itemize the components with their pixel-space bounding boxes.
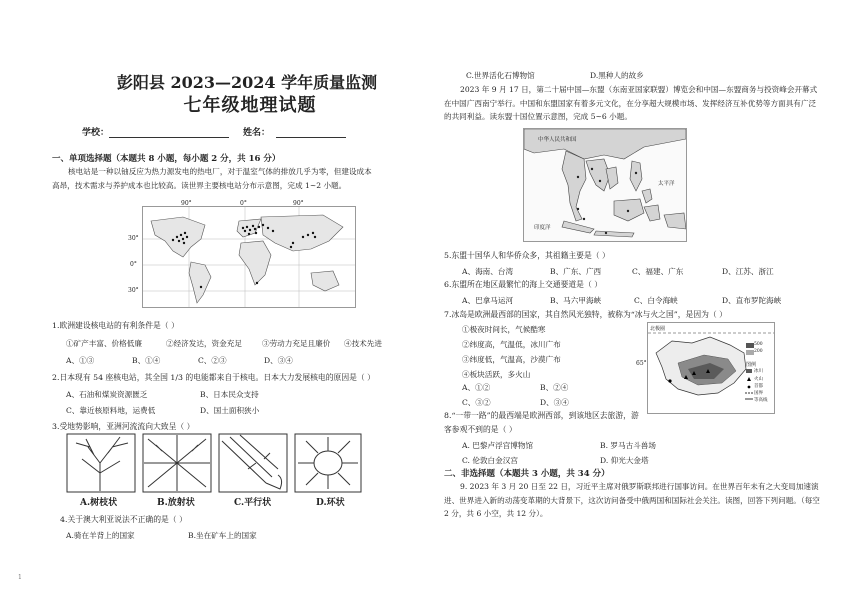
q8-stem: 8.“一带一路”的最西端是欧洲西部，到该地区去旅游，游客参观不到的是（ ）	[444, 411, 639, 434]
lat-label-n30: 30°	[128, 235, 139, 242]
section2-heading: 二、非选择题（本题共 3 小题，共 34 分）	[444, 469, 610, 479]
q6-option-c[interactable]: C、白令海峡	[634, 296, 678, 305]
page-number: 1	[18, 574, 22, 581]
q5-option-d[interactable]: D、江苏、浙江	[722, 267, 774, 276]
iceland-map	[647, 322, 775, 414]
q2-option-b[interactable]: B、日本民众支持	[200, 390, 259, 399]
q1-cond-2: ②经济发达，资金充足	[166, 339, 242, 348]
q9-text: 9. 2023 年 3 月 20 日至 22 日，习近平主席对俄罗斯联邦进行国事访问。在世界百年未有之大变局加速演进、世界进入新的动荡变革期的大背景下，这次访问备受中俄两国和国际社会关注。读图，回答下列问题。（每空 2 分，共 6 小空，共 12 分）。	[444, 482, 820, 518]
label-indian-ocean: 印度洋	[534, 225, 551, 231]
q1-cond-3: ③劳动力充足且廉价	[262, 339, 331, 348]
iceland-elev-500: 500	[754, 342, 763, 347]
q1-option-d[interactable]: D、③④	[264, 356, 293, 365]
q5-option-a[interactable]: A、海南、台湾	[462, 267, 514, 276]
q4-option-d[interactable]: D.黑种人的故乡	[590, 71, 644, 80]
q8-option-b[interactable]: B. 罗马古斗兽场	[600, 441, 656, 450]
section1-heading: 一、单项选择题（本题共 8 小题，每小题 2 分，共 16 分）	[52, 154, 281, 164]
q7-option-c[interactable]: C、③②	[462, 398, 491, 407]
q3-caption-a[interactable]: A.树枝状	[80, 498, 118, 508]
lat-label-0: 0°	[130, 261, 137, 268]
q3-caption-c[interactable]: C.平行状	[234, 498, 272, 508]
iceland-legend-title: 图例	[746, 362, 757, 368]
exam-subtitle: 七年级地理试题	[183, 95, 317, 116]
q5-option-c[interactable]: C、福建、广东	[632, 267, 684, 276]
q7-option-d[interactable]: D、③④	[540, 398, 569, 407]
name-field	[243, 125, 346, 138]
q2-option-d[interactable]: D、国土面积狭小	[200, 406, 260, 415]
school-field	[82, 125, 229, 138]
q2-option-a[interactable]: A、石油和煤炭资源匮乏	[66, 390, 148, 399]
label-china: 中华人民共和国	[538, 137, 577, 143]
name-label: 姓名：	[243, 128, 271, 138]
q8-option-a[interactable]: A. 巴黎卢浮宫博物馆	[462, 441, 534, 450]
q7-option-a[interactable]: A、①②	[462, 383, 491, 392]
iceland-legend-contour: 等高线	[754, 398, 768, 403]
q6-option-b[interactable]: B、马六甲海峡	[550, 296, 602, 305]
q1-option-c[interactable]: C、②③	[198, 356, 227, 365]
q1-cond-4: ④技术先进	[344, 339, 382, 348]
q3-caption-b[interactable]: B.放射状	[157, 498, 195, 508]
q5-option-b[interactable]: B、广东、广西	[550, 267, 602, 276]
q7-option-b[interactable]: B、②④	[540, 383, 569, 392]
asean-map	[523, 128, 687, 242]
lon-label-e90: 90°	[293, 200, 304, 207]
school-input-line[interactable]	[109, 128, 229, 138]
q7-cond-3: ③纬度低，气温高，沙漠广布	[462, 355, 561, 364]
q6-stem: 6.东盟所在地区最繁忙的海上交通要道是（ ）	[444, 280, 603, 289]
iceland-lat-label: 65°	[636, 360, 647, 367]
name-input-line[interactable]	[276, 128, 346, 138]
q2-stem: 2.日本现有 54 座核电站，其全国 1/3 的电能都来自于核电。日本大力发展核电的原因是（ ）	[52, 373, 375, 382]
q56-intro: 2023 年 9 月 17 日，第二十届中国—东盟（东南亚国家联盟）博览会和中国—东盟商务与投资峰会开幕式在中国广西南宁举行。中国和东盟国家有着多元文化，在分享超大规模市场、发挥经济互补优势等方面具有广泛的共同利益。读东盟十国位置示意图，完成 5~6 小题。	[444, 85, 818, 121]
world-nuclear-map	[142, 206, 356, 308]
iceland-elev-200: 200	[754, 349, 763, 354]
q7-cond-1: ①极夜时间长，气候酷寒	[462, 325, 546, 334]
q2-option-c[interactable]: C、靠近核原料地，运费低	[66, 406, 156, 415]
section1-intro: 核电站是一种以铀反应为热力源发电的热电厂，对于温室气体的排放几乎为零，但建设成本高昂，技术需求与养护成本也比较高。读世界主要核电站分布示意图，完成 1~2 小题。	[52, 167, 372, 190]
q4-option-c[interactable]: C.世界活化石博物馆	[466, 71, 535, 80]
iceland-legend-capital: 首都	[754, 384, 763, 389]
exam-title: 彭阳县 2023—2024 学年质量监测	[116, 73, 378, 92]
q4-stem: 4.关于澳大利亚说法不正确的是（ ）	[60, 515, 187, 524]
lon-label-0: 0°	[240, 200, 247, 207]
q6-option-d[interactable]: D、直布罗陀海峡	[722, 296, 782, 305]
q8-option-c[interactable]: C. 伦敦白金汉宫	[462, 456, 518, 465]
lat-label-s30: 30°	[128, 287, 139, 294]
q7-cond-2: ②纬度高，气温低，冰川广布	[462, 340, 561, 349]
label-pacific: 太平洋	[658, 181, 675, 187]
iceland-legend-border: 国界	[754, 391, 763, 396]
q6-option-a[interactable]: A、巴拿马运河	[462, 296, 514, 305]
iceland-legend-volcano: 火山	[754, 377, 763, 382]
q1-stem: 1.欧洲建设核电站的有利条件是（ ）	[52, 321, 179, 330]
q8-option-d[interactable]: D. 仰光大金塔	[600, 456, 649, 465]
iceland-legend-glacier: 冰川	[754, 369, 763, 374]
river-patterns-figure	[66, 433, 362, 493]
q3-caption-d[interactable]: D.环状	[316, 498, 345, 508]
q1-option-a[interactable]: A、①③	[66, 356, 95, 365]
q4-option-a[interactable]: A.骑在羊背上的国家	[66, 531, 135, 540]
q1-option-b[interactable]: B、①④	[132, 356, 161, 365]
q3-stem: 3.受地势影响，亚洲河流流向大致呈（ ）	[52, 422, 195, 431]
q7-stem: 7.冰岛是欧洲最西部的国家，其自然风光独特，被称为“冰与火之国”，是因为（ ）	[444, 310, 727, 319]
q1-cond-1: ①矿产丰富、价格低廉	[66, 339, 142, 348]
q7-cond-4: ④板块活跃，多火山	[462, 370, 531, 379]
school-label: 学校：	[82, 128, 110, 138]
q4-option-b[interactable]: B.坐在矿车上的国家	[188, 531, 257, 540]
world-map-svg	[143, 207, 355, 307]
iceland-arctic-label: 北极圈	[650, 326, 666, 332]
lon-label-w90: 90°	[181, 200, 192, 207]
river-patterns-svg	[66, 433, 362, 493]
q5-stem: 5.东盟十国华人和华侨众多，其祖籍主要是（ ）	[444, 251, 610, 260]
